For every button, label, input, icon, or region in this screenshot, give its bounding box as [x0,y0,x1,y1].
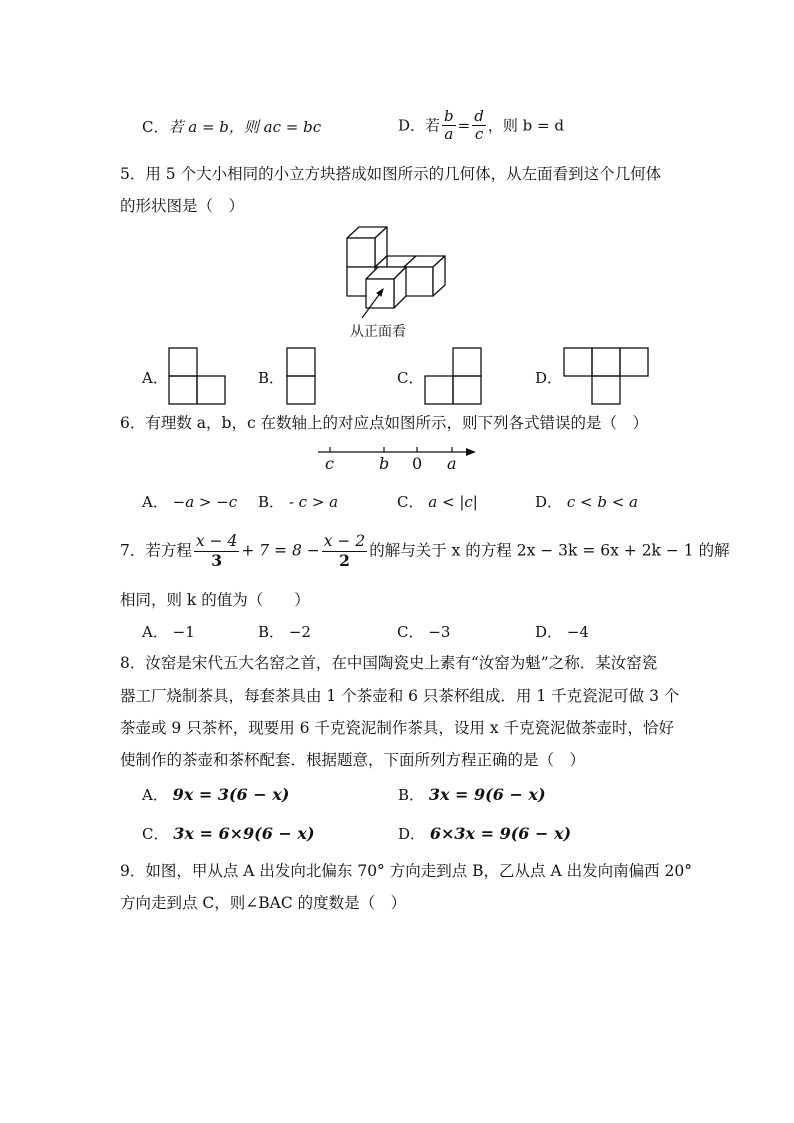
frac2-num: d [474,107,484,125]
q8-line1: 8．汝窑是宋代五大名窑之首，在中国陶瓷史上素有“汝窑为魁”之称．某汝窑瓷 [120,654,658,672]
q6-option-b-label: B． [258,493,285,511]
q8-line3: 茶壶或 9 只茶杯，现要用 6 千克瓷泥制作茶具，设用 x 千克瓷泥做茶壶时，恰好 [120,719,675,737]
frac1-den: a [444,125,454,144]
q7-option-c-val: −3 [428,623,451,641]
q4-option-d-pre: 若 [425,116,441,135]
q7-option-d [535,625,589,640]
q7-mid: + 7 = 8 − [241,541,320,560]
figure-caption: 从正面看 [350,324,406,340]
number-line-arrowhead [466,448,476,456]
q7-line1 [120,533,730,570]
q8-option-d-label: D． [398,825,426,843]
q7-option-a-label: A． [142,623,168,641]
q7-option-b [258,625,311,640]
q6-option-c [397,495,478,510]
q7-option-b-label: B． [258,623,285,641]
option-c-shape [425,348,481,404]
q4-option-c-label: C． [142,118,169,136]
q7-frac2-den: 2 [339,550,350,570]
q7-frac2 [322,533,367,570]
q7-frac1-num: x − 4 [195,532,238,550]
q7-option-a-val: −1 [172,623,195,641]
frac1-num: b [444,107,454,125]
q7-frac1 [194,533,239,570]
q5-option-c-label: C． [397,369,424,387]
q6-option-c-expr: a < |c| [428,493,478,511]
axis-label-0: 0 [412,454,423,473]
q5-line2: 的形状图是（ ） [120,197,245,215]
axis-label-c: c [325,454,334,473]
q8-line4: 使制作的茶壶和茶杯配套．根据题意，下面所列方程正确的是（ ） [120,751,586,769]
q8-option-a-eq: 9x = 3(6 − x) [172,785,290,804]
q7-frac1-den: 3 [211,550,222,570]
q7-line2: 相同，则 k 的值为（ ） [120,591,310,609]
q7-option-d-label: D． [535,623,563,641]
q4-option-d-eq: = [457,116,471,135]
q5-option-d-label: D． [535,369,563,387]
frac2-den: c [474,125,484,144]
cube-front-face [404,267,433,296]
q8-option-a-label: A． [142,786,168,804]
q6-option-a [142,495,237,510]
q8-option-b [398,787,546,803]
option-b-shape [287,348,315,404]
q7-frac2-num: x − 2 [323,532,366,550]
q6-option-c-label: C． [397,493,424,511]
option-a-shape [169,348,225,404]
q6-option-b-expr: - c > a [288,493,339,511]
q7-option-c [397,625,450,640]
q5-option-a-label: A． [142,369,168,387]
q7-post: 的解与关于 x 的方程 2x − 3k = 6x + 2k − 1 的解 [369,541,730,560]
q9-line1: 9．如图，甲从点 A 出发向北偏东 70° 方向走到点 B，乙从点 A 出发向南偏西 20° [120,862,693,880]
q6-option-d-expr: c < b < a [566,493,638,511]
axis-label-b: b [379,454,390,473]
q4-option-d-post: ，则 b = d [487,116,564,135]
q6-option-d [535,495,638,510]
q7-option-b-val: −2 [288,623,311,641]
q8-option-b-eq: 3x = 9(6 − x) [428,785,546,804]
q8-option-c-label: C． [142,825,169,843]
q7-option-d-val: −4 [566,623,589,641]
q6-text: 6．有理数 a，b，c 在数轴上的对应点如图所示，则下列各式错误的是（ ） [120,414,649,432]
q8-option-c-eq: 3x = 6×9(6 − x) [173,824,315,843]
q9-line2: 方向走到点 C，则∠BAC 的度数是（ ） [120,894,407,912]
q4-option-d-label: D． [398,116,426,135]
q5-option-b-label: B． [258,369,285,387]
q8-option-d-eq: 6×3x = 9(6 − x) [429,824,572,843]
q8-option-a [142,787,289,803]
q6-option-a-label: A． [142,493,168,511]
q8-line2: 器工厂烧制茶具，每套茶具由 1 个茶壶和 6 只茶杯组成．用 1 千克瓷泥可做 3 个 [120,687,680,705]
q8-option-b-label: B． [398,786,425,804]
q8-option-d [398,826,571,842]
q7-pre: 7．若方程 [120,541,192,560]
q5-line1: 5．用 5 个大小相同的小立方块搭成如图所示的几何体，从左面看到这个几何体 [120,165,662,183]
q4-option-c-text: 若 a = b，则 ac = bc [168,118,322,136]
q6-option-d-label: D． [535,493,563,511]
q6-option-b [258,495,338,510]
axis-label-a: a [447,454,457,473]
cube-front-face [347,238,375,267]
q7-option-c-label: C． [397,623,424,641]
q6-option-a-expr: −a > −c [172,493,238,511]
option-d-shape [564,348,648,404]
q7-option-a [142,625,195,640]
q8-option-c [142,826,315,842]
